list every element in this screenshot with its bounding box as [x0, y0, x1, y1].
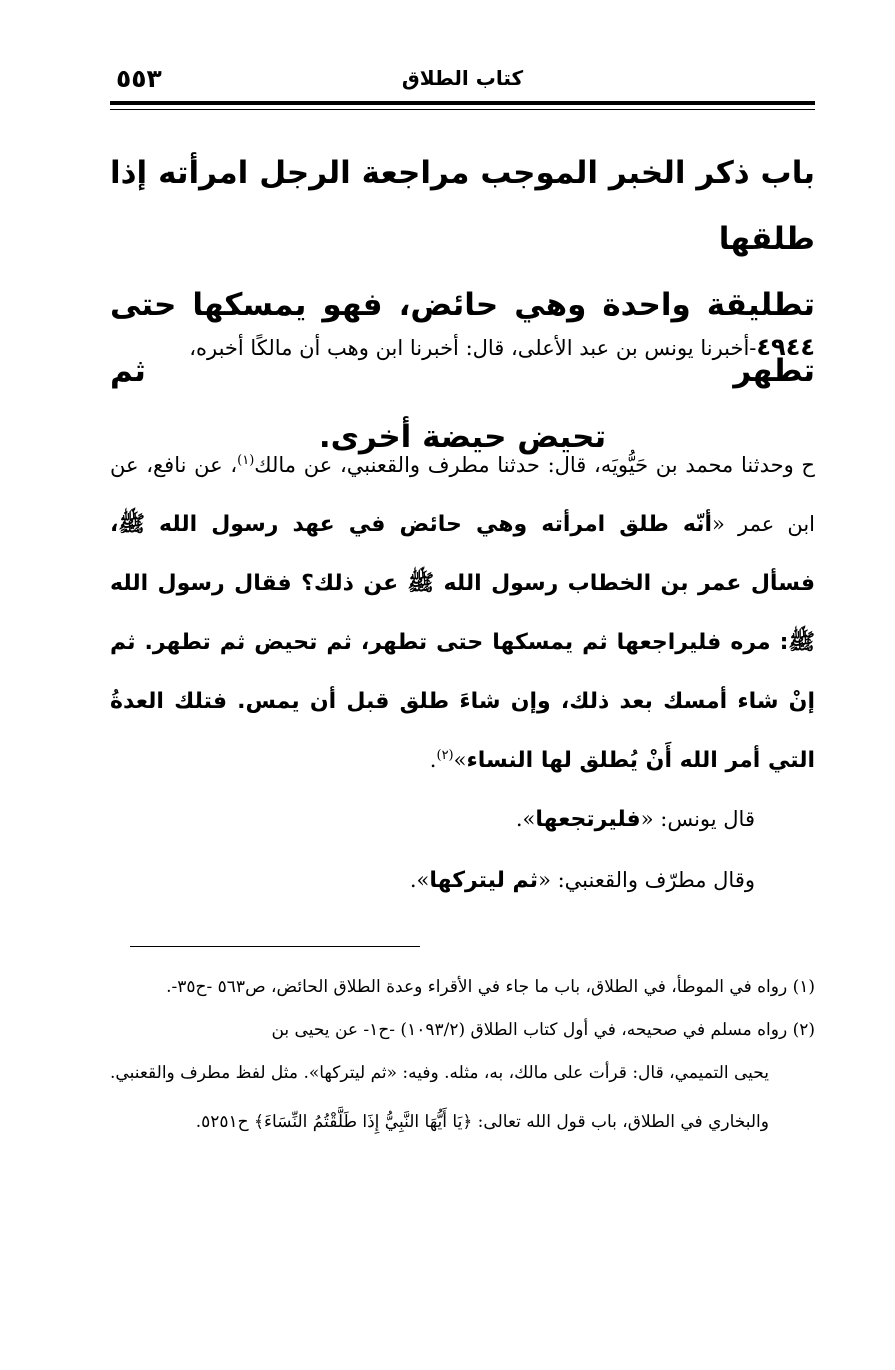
hadith-matn: أنّه طلق امرأته وهي حائض في عهد رسول الله ﷺ، فسأل عمر بن الخطاب رسول الله ﷺ عن ذلك؟ فقال رسول الله ﷺ: مره فليراجعها ثم يمسكها حتى تطهر، ثم تحيض ثم تطهر. ثم إنْ شاء أمسك بعد ذلك، وإن شاءَ طلق قبل أن يمس. فتلك العدةُ التي أمر الله أَنْ يُطلق لها النساء	[110, 512, 815, 773]
running-header	[110, 64, 815, 100]
running-header-title: كتاب الطلاق	[401, 66, 524, 90]
footnote-2-line-1: (٢) رواه مسلم في صحيحه، في أول كتاب الطلاق (١٠٩٣/٢) -ح١- عن يحيى بن	[271, 1020, 815, 1040]
footnote-2-bukhari: والبخاري في الطلاق، باب قول الله تعالى: ﴿يَا أَيُّهَا النَّبِيُّ إِذَا طَلَّقْتُمُ النِّسَاءَ﴾ ح٥٢٥١.	[195, 1112, 769, 1132]
hadith-number: ٤٩٤٤	[756, 333, 815, 361]
isnad-text-1: -أخبرنا يونس بن عبد الأعلى، قال: أخبرنا ابن وهب أن مالكًا أخبره،	[189, 336, 757, 360]
footnote-marker-1[interactable]: (١)	[237, 453, 255, 468]
yunus-variant-line	[110, 790, 755, 849]
chapter-heading-line-1: باب ذكر الخبر الموجب مراجعة الرجل امرأته إذا طلقها	[110, 155, 815, 257]
footnotes	[110, 968, 815, 1146]
footnote-marker-2[interactable]: (٢)	[436, 748, 454, 763]
isnad-text-2b: ، عن نافع، عن ابن عمر «	[110, 453, 815, 536]
matn-end: .	[429, 748, 437, 772]
chapter-heading-line-3: تحيض حيضة أخرى.	[318, 419, 607, 455]
mutarrif-variant-line	[110, 851, 755, 910]
hadith-isnad-paragraph	[110, 318, 815, 378]
mutarrif-label: وقال مطرّف والقعنبي: «	[538, 868, 755, 892]
footnote-separator	[130, 946, 420, 947]
yunus-word: فليرتجعها	[535, 807, 641, 832]
matn-close-quote: »	[453, 748, 467, 772]
page-number: ٥٥٣	[116, 64, 162, 93]
yunus-label: قال يونس: «	[640, 807, 755, 831]
chapter-heading-line-2: تطليقة واحدة وهي حائض، فهو يمسكها حتى تطهر ثم	[110, 287, 815, 389]
header-rule-thick	[110, 101, 815, 105]
chapter-heading	[110, 140, 815, 470]
footnote-2-line-2: يحيى التميمي، قال: قرأت على مالك، به، مثله. وفيه: «ثم ليتركها». مثل لفظ مطرف والقعنبي.	[110, 1063, 769, 1083]
yunus-close: ».	[515, 807, 536, 831]
footnote-1: (١) رواه في الموطأ، في الطلاق، باب ما جاء في الأقراء وعدة الطلاق الحائض، ص٥٦٣ -ح٣٥-.	[166, 977, 815, 997]
hadith-matn-paragraph	[110, 436, 815, 790]
header-rule-thin	[110, 109, 815, 110]
isnad-text-2a: ح وحدثنا محمد بن حَيُّويَه، قال: حدثنا مطرف والقعنبي، عن مالك	[254, 453, 815, 477]
mutarrif-close: ».	[409, 868, 430, 892]
mutarrif-word: ثم ليتركها	[429, 868, 539, 893]
